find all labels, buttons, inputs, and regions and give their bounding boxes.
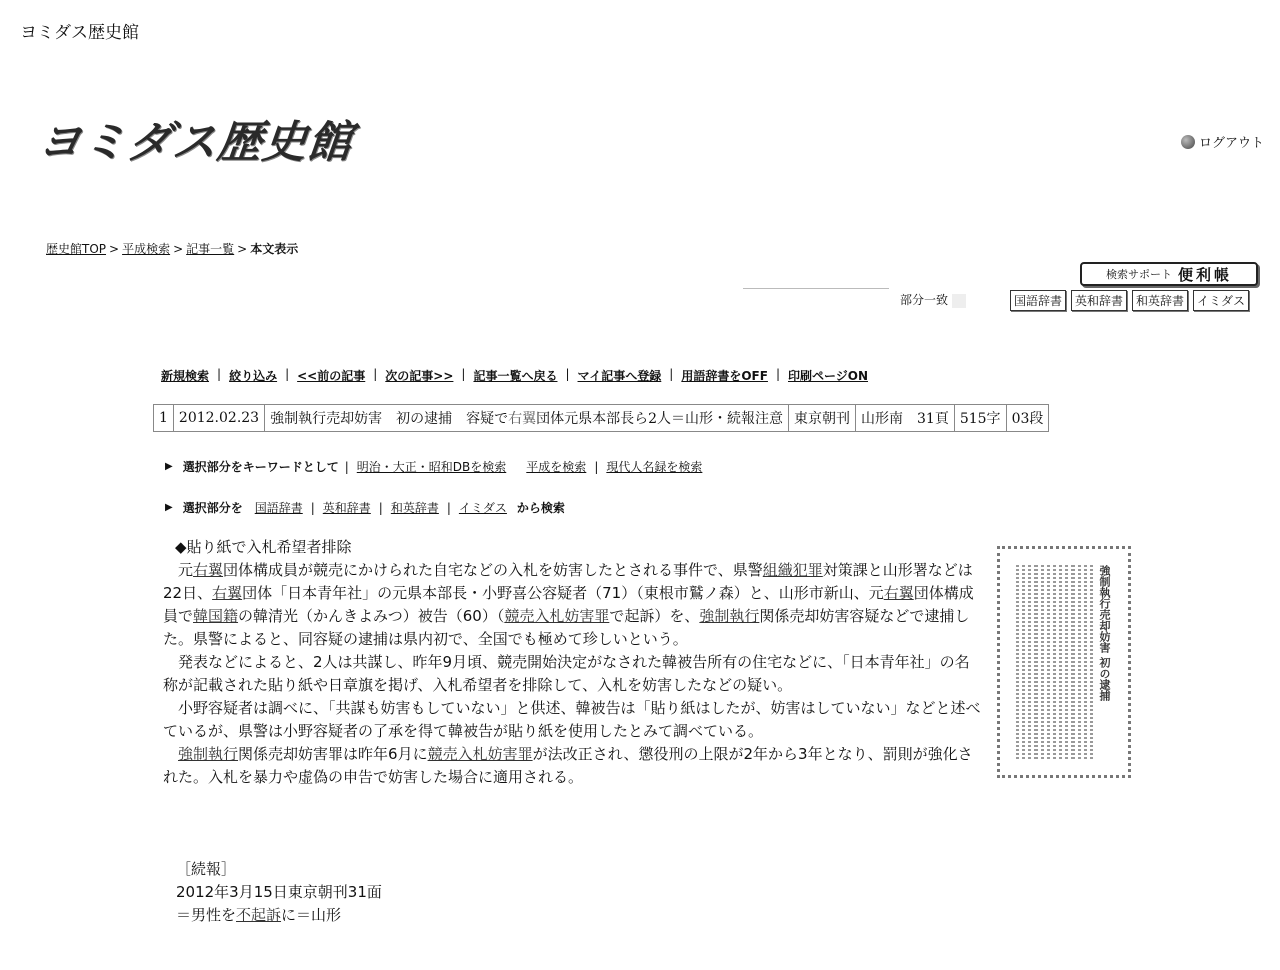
clipping-headline: 強制執行売却妨害 初の逮捕 [1098, 565, 1111, 701]
article-paragraph-1 [163, 559, 983, 651]
clipping-text-column [1047, 565, 1050, 761]
triangle-right-icon: ▶ [165, 461, 173, 472]
toolbar-separator: | [669, 367, 674, 381]
text-span: 団体「日本青年社」の元県本部長・小野喜公容疑者（71）（東根市鷲ノ森）と、山形市新山、元 [242, 584, 884, 602]
match-mode-value: 部分一致 [900, 293, 949, 307]
clipping-text-column [1053, 565, 1056, 761]
waei-dict-link[interactable]: 和英辞書 [390, 501, 439, 515]
next-article-link[interactable]: 次の記事>> [385, 369, 454, 383]
article-info-table [153, 404, 1049, 432]
match-mode-select[interactable] [900, 291, 966, 308]
triangle-right-icon: ▶ [165, 502, 173, 513]
clipping-text-column [1065, 565, 1068, 761]
clipping-text-column [1041, 565, 1044, 761]
table-row [154, 405, 1049, 432]
site-logo[interactable]: ヨミダス歴史館 [34, 117, 356, 168]
eiwa-dict-button[interactable]: 英和辞書 [1071, 290, 1127, 311]
back-to-list-link[interactable]: 記事一覧へ戻る [473, 369, 558, 383]
dict-search-separator: | [378, 500, 383, 515]
article-paper: 東京朝刊 [789, 405, 856, 432]
glossary-term[interactable]: 競売入札妨害罪 [504, 607, 610, 625]
text-span: 元 [178, 561, 194, 579]
imidas-button[interactable]: イミダス [1193, 290, 1249, 311]
followup-date-line: 2012年3月15日東京朝刊31面 [176, 883, 382, 901]
breadcrumb-separator: > [237, 242, 248, 256]
glossary-term[interactable]: 競売入札妨害罪 [427, 745, 533, 763]
breadcrumb-current: 本文表示 [250, 242, 299, 256]
dictionary-search-label: 選択部分を [182, 501, 243, 515]
toolbar-separator: | [565, 367, 570, 381]
toolbar-separator: | [461, 367, 466, 381]
search-support-big-label: 便利帳 [1177, 265, 1232, 284]
breadcrumb [46, 240, 298, 257]
glossary-term[interactable]: 右翼 [193, 561, 224, 579]
breadcrumb-separator: > [109, 242, 120, 256]
breadcrumb-article-list[interactable]: 記事一覧 [186, 242, 235, 256]
imidas-link[interactable]: イミダス [458, 501, 507, 515]
headline-pre: 強制執行売却妨害 初の逮捕 容疑で [270, 411, 509, 427]
clipping-text-column [1022, 565, 1025, 761]
clipping-text-column [1028, 565, 1031, 761]
article-number: 1 [154, 405, 174, 432]
text-span: の韓清光（かんきよみつ）被告（60）（ [238, 607, 505, 625]
search-input[interactable] [743, 288, 889, 311]
clipping-text-column [1071, 565, 1074, 761]
glossary-term[interactable]: 右翼 [212, 584, 243, 602]
toolbar-separator: | [373, 367, 378, 381]
meiji-db-search-link[interactable]: 明治・大正・昭和DBを検索 [356, 460, 507, 474]
followup-title [176, 904, 382, 927]
article-headline [265, 405, 789, 432]
headline-keyword[interactable]: 右翼 [508, 411, 537, 427]
glossary-term[interactable]: 強制執行 [178, 745, 239, 763]
text-span: 関係売却妨害容疑などで逮捕した。県警によると、同容疑の逮捕は県内初で、全国でも極めて珍しいという。 [163, 607, 970, 648]
logout-label: ログアウト [1198, 136, 1264, 151]
clipping-text-column [1034, 565, 1037, 761]
search-support-button[interactable] [1080, 262, 1258, 286]
article-columns: 03段 [1006, 405, 1049, 432]
text-span: 団体構成員が競売にかけられた自宅などの入札を妨害したとされる事件で、県警 [223, 561, 763, 579]
text-span: が法改正され、懲役刑の上限が2年から3年となり、罰則が強化された。入札を暴力や虚偽の申告で妨害した場合に適用される。 [163, 745, 973, 786]
followup-section [176, 858, 382, 927]
heisei-search-link[interactable]: 平成を検索 [526, 460, 587, 474]
kokugo-dict-button[interactable]: 国語辞書 [1010, 290, 1066, 311]
glossary-term[interactable]: 右翼 [883, 584, 914, 602]
article-toolbar [161, 367, 868, 384]
keyword-search-separator: | [594, 459, 599, 474]
keyword-search-line [165, 458, 704, 475]
dictionary-buttons [1010, 290, 1249, 311]
add-my-article-link[interactable]: マイ記事へ登録 [577, 369, 662, 383]
dictionary-search-suffix: から検索 [516, 501, 565, 515]
clipping-inner [1016, 565, 1112, 761]
waei-dict-button[interactable]: 和英辞書 [1132, 290, 1188, 311]
article-subhead-text: ◆貼り紙で入札希望者排除 [175, 538, 352, 556]
text-span: 小野容疑者は調べに、「共謀も妨害もしていない」と供述、韓被告は「貼り紙はしたが、妨害はしていない」などと述べているが、県警は小野容疑者の了承を得て韓被告が貼り紙を使用したとみて調べている。 [163, 699, 981, 740]
search-support-small-label: 検索サポート [1105, 268, 1172, 281]
glossary-term[interactable]: 不起訴 [236, 906, 282, 924]
glossary-term[interactable]: 強制執行 [699, 607, 760, 625]
clipping-text-column [1084, 565, 1087, 761]
keyword-search-label: 選択部分をキーワードとして [182, 460, 339, 474]
breadcrumb-top[interactable]: 歴史館TOP [46, 242, 107, 256]
headline-post: 団体元県本部長ら2人＝山形・続報注意 [536, 411, 783, 427]
glossary-term[interactable]: 韓国籍 [193, 607, 239, 625]
toolbar-separator: | [285, 367, 290, 381]
dict-search-separator: | [446, 500, 451, 515]
kokugo-dict-link[interactable]: 国語辞書 [254, 501, 303, 515]
keyword-search-separator: | [344, 459, 349, 474]
logout-icon [1181, 135, 1195, 149]
glossary-term[interactable]: 組織犯罪 [762, 561, 823, 579]
breadcrumb-heisei-search[interactable]: 平成検索 [122, 242, 171, 256]
article-paragraph-4 [163, 743, 983, 789]
print-page-link[interactable]: 印刷ページON [788, 369, 869, 383]
eiwa-dict-link[interactable]: 英和辞書 [322, 501, 371, 515]
page-title: ヨミダス歴史館 [20, 23, 139, 43]
text-span: 団体構成員で [163, 584, 974, 625]
article-body [163, 536, 983, 789]
article-section: 山形南 [861, 411, 903, 427]
article-date: 2012.02.23 [173, 405, 264, 432]
clipping-text-column [1016, 565, 1019, 761]
article-page: 31頁 [917, 411, 949, 427]
article-paragraph-3 [163, 697, 983, 743]
clipping-text-column [1059, 565, 1062, 761]
newspaper-clipping-image[interactable] [997, 546, 1131, 778]
text-span: で起訴）を、 [609, 607, 700, 625]
text-span: に＝山形 [281, 906, 342, 924]
text-span: 発表などによると、2人は共謀し、昨年9月頃、競売開始決定がなされた韓被告所有の住宅などに、「日本青年社」の名称が記載された貼り紙や日章旗を掲げ、入札希望者を排除して、入札を妨害したなどの疑い。 [163, 653, 970, 694]
article-subhead [163, 536, 983, 559]
logout-button[interactable] [1181, 132, 1264, 151]
text-span: 関係売却妨害罪は昨年6月に [238, 745, 428, 763]
dict-search-separator: | [310, 500, 315, 515]
clipping-text-column [1078, 565, 1081, 761]
person-directory-search-link[interactable]: 現代人名録を検索 [606, 460, 703, 474]
article-paragraph-2 [163, 651, 983, 697]
breadcrumb-separator: > [173, 242, 184, 256]
dictionary-search-line [165, 499, 565, 516]
article-section-page [856, 405, 955, 432]
text-span: ＝男性を [176, 906, 237, 924]
followup-label: ［続報］ [176, 860, 237, 878]
refine-link[interactable]: 絞り込み [229, 369, 278, 383]
toolbar-separator: | [217, 367, 222, 381]
prev-article-link[interactable]: <<前の記事 [297, 369, 366, 383]
article-char-count: 515字 [954, 405, 1006, 432]
dropdown-arrow-icon [952, 294, 966, 308]
clipping-text-column [1090, 565, 1093, 761]
text-span: 対策課と山形署などは22日、 [163, 561, 973, 602]
glossary-toggle-link[interactable]: 用語辞書をOFF [681, 369, 768, 383]
toolbar-separator: | [775, 367, 780, 381]
new-search-link[interactable]: 新規検索 [161, 369, 210, 383]
